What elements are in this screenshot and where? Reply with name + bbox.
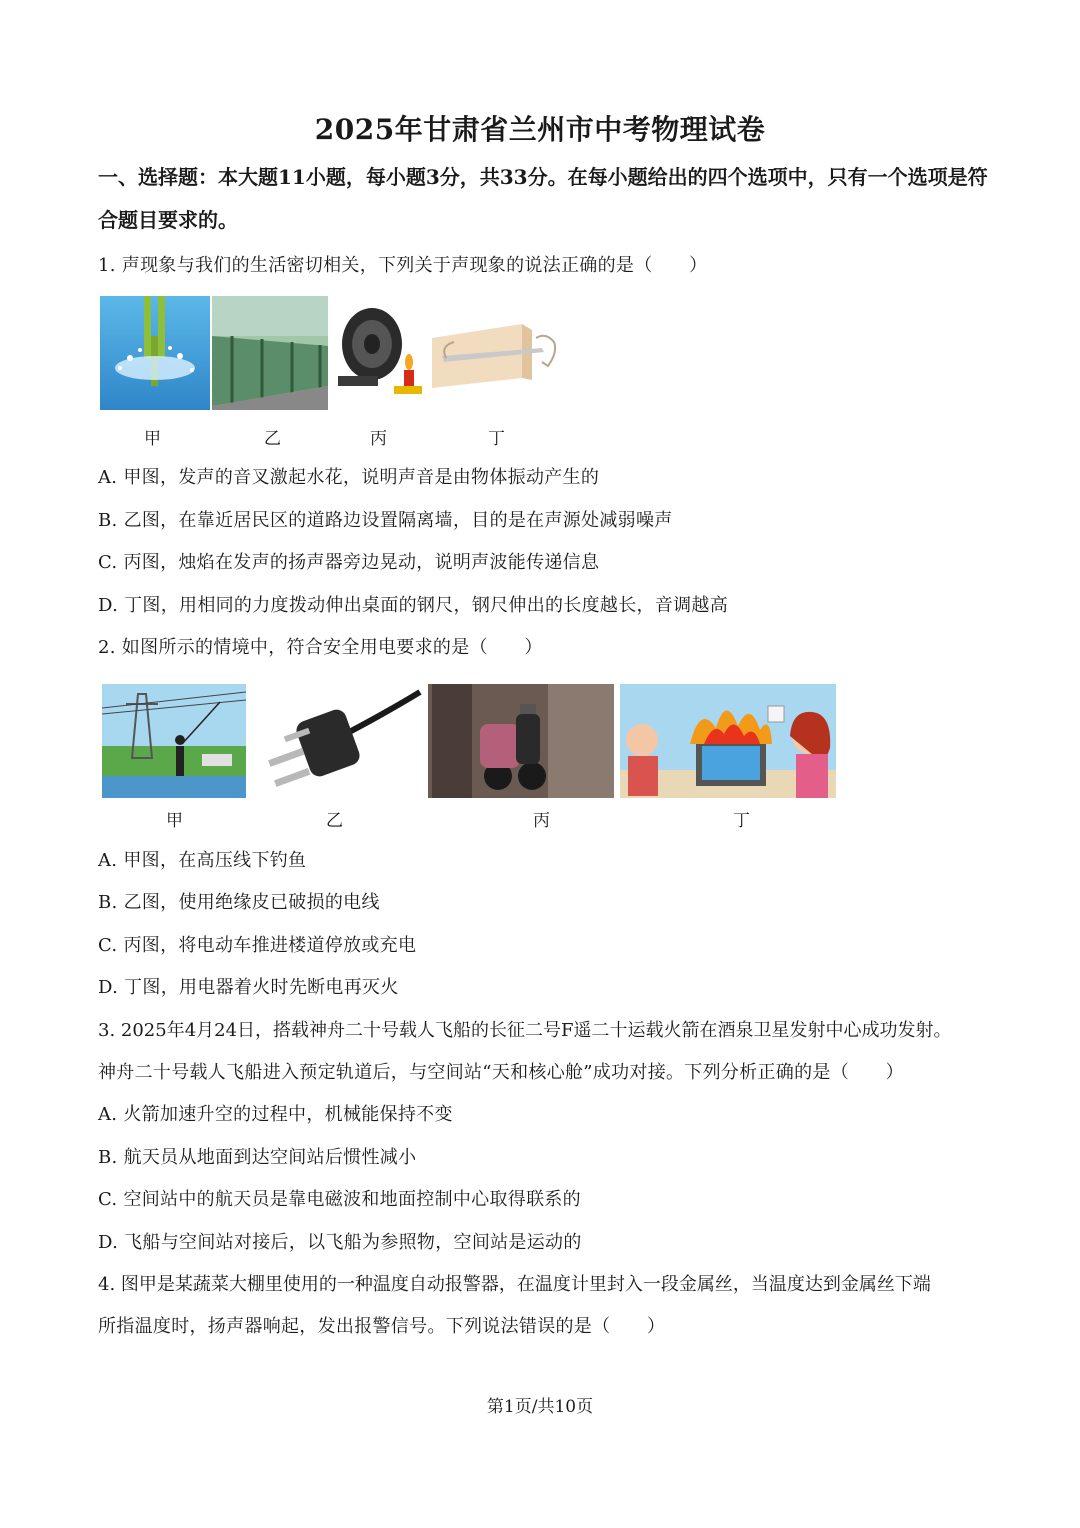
- page-number: 第1页/共10页: [486, 1397, 594, 1417]
- q2-caption-jia: 甲: [166, 811, 183, 831]
- page-title: 2025年甘肃省兰州市中考物理试卷: [314, 113, 766, 146]
- q1-option-d: D. 丁图，用相同的力度拨动伸出桌面的钢尺，钢尺伸出的长度越长，音调越高: [98, 595, 729, 616]
- q1-option-c: C. 丙图，烛焰在发声的扬声器旁边晃动，说明声波能传递信息: [98, 552, 600, 573]
- appliance-fire-image: [620, 684, 836, 798]
- q1-caption-bing: 丙: [370, 429, 387, 449]
- ruler-desk-image: [432, 318, 566, 390]
- q1-caption-yi: 乙: [264, 429, 281, 449]
- q1-caption-jia: 甲: [144, 429, 161, 449]
- noise-barrier-image: [212, 296, 328, 410]
- q2-caption-bing: 丙: [533, 811, 550, 831]
- q1-option-b: B. 乙图，在靠近居民区的道路边设置隔离墙，目的是在声源处减弱噪声: [98, 510, 673, 531]
- q2-option-a: A. 甲图，在高压线下钓鱼: [98, 850, 307, 871]
- section-heading: 一、选择题：本大题11小题，每小题3分，共33分。在每小题给出的四个选项中，只有一个选项是符合题目要求的。: [98, 165, 988, 232]
- speaker-candle-image: [334, 298, 426, 396]
- q3-option-d: D. 飞船与空间站对接后，以飞船为参照物，空间站是运动的: [98, 1232, 582, 1253]
- q1-option-a: A. 甲图，发声的音叉激起水花，说明声音是由物体振动产生的: [98, 467, 600, 488]
- q2-option-c: C. 丙图，将电动车推进楼道停放或充电: [98, 935, 417, 956]
- ebike-corridor-image: [428, 684, 614, 798]
- q2-caption-yi: 乙: [326, 811, 343, 831]
- question-4-stem-line1: 4. 图甲是某蔬菜大棚里使用的一种温度自动报警器，在温度计里封入一段金属丝，当温度达到金属丝下端: [98, 1274, 931, 1295]
- question-2-stem: 2. 如图所示的情境中，符合安全用电要求的是（ ）: [98, 637, 543, 658]
- q1-caption-ding: 丁: [488, 429, 505, 449]
- question-3-stem-line1: 3. 2025年4月24日，搭载神舟二十号载人飞船的长征二号F遥二十运载火箭在酒泉卫星发射中心成功发射。: [98, 1020, 952, 1041]
- q3-option-b: B. 航天员从地面到达空间站后惯性减小: [98, 1147, 417, 1168]
- q2-caption-ding: 丁: [733, 811, 750, 831]
- fishing-powerline-image: [102, 684, 246, 798]
- question-1-stem: 1. 声现象与我们的生活密切相关，下列关于声现象的说法正确的是（ ）: [98, 255, 708, 276]
- q3-option-c: C. 空间站中的航天员是靠电磁波和地面控制中心取得联系的: [98, 1189, 581, 1210]
- question-4-stem-line2: 所指温度时，扬声器响起，发出报警信号。下列说法错误的是（ ）: [98, 1316, 666, 1337]
- q2-option-d: D. 丁图，用电器着火时先断电再灭火: [98, 977, 399, 998]
- q2-option-b: B. 乙图，使用绝缘皮已破损的电线: [98, 892, 380, 913]
- q3-option-a: A. 火箭加速升空的过程中，机械能保持不变: [98, 1104, 453, 1125]
- damaged-plug-image: [254, 684, 422, 798]
- tuning-fork-water-image: [100, 296, 210, 410]
- question-3-stem-line2: 神舟二十号载人飞船进入预定轨道后，与空间站“天和核心舱”成功对接。下列分析正确的是（ ）: [98, 1062, 904, 1083]
